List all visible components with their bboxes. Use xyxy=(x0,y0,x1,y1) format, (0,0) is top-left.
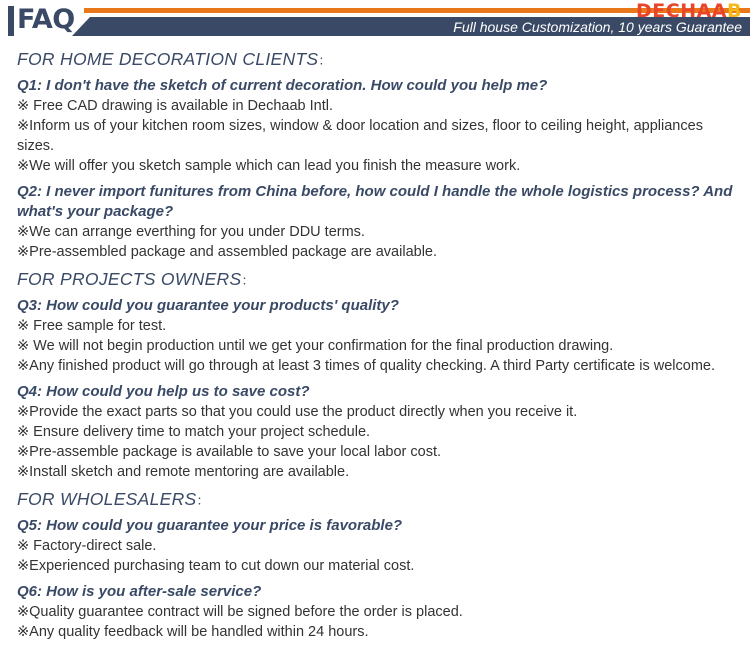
logo-last-letter: B xyxy=(727,0,742,22)
answer-line: ※ Free CAD drawing is available in Dechaab Intl. xyxy=(17,98,333,114)
qa-item-2 xyxy=(17,182,737,262)
page-header xyxy=(0,0,750,38)
section-title: FOR HOME DECORATION CLIENTS： xyxy=(17,49,332,69)
answer-line: ※Any quality feedback will be handled within 24 hours. xyxy=(17,624,369,640)
faq-accent-bar xyxy=(8,6,14,36)
question-text: Q2: I never import funitures from China before, how could I handle the whole logistics process? And what's your package? xyxy=(17,183,733,220)
answer-line: ※Provide the exact parts so that you could use the product directly when you receive it. xyxy=(17,404,578,420)
faq-content xyxy=(17,46,737,648)
qa-item-4 xyxy=(17,382,737,482)
section-title: FOR PROJECTS OWNERS： xyxy=(17,269,255,289)
question-text: Q6: How is you after-sale service? xyxy=(17,583,262,600)
answer-line: ※ Free sample for test. xyxy=(17,318,167,334)
faq-title: FAQ xyxy=(17,4,75,35)
answer-line: ※ Factory-direct sale. xyxy=(17,538,157,554)
answer-line: ※Inform us of your kitchen room sizes, window & door location and sizes, floor to ceiling height, appliances sizes. xyxy=(17,118,703,154)
answer-line: ※Any finished product will go through at least 3 times of quality checking. A third Party certificate is welcome. xyxy=(17,358,716,374)
answer-line: ※Pre-assemble package is available to save your local labor cost. xyxy=(17,444,441,460)
answer-line: ※ We will not begin production until we get your confirmation for the final production drawing. xyxy=(17,338,614,354)
logo-main-text: DECHAA xyxy=(636,0,728,22)
answer-line: ※ Ensure delivery time to match your project schedule. xyxy=(17,424,371,440)
qa-item-6 xyxy=(17,582,737,642)
section-title: FOR WHOLESALERS： xyxy=(17,489,210,509)
answer-line: ※Pre-assembled package and assembled package are available. xyxy=(17,244,438,260)
qa-item-3 xyxy=(17,296,737,376)
answer-line: ※We will offer you sketch sample which can lead you finish the measure work. xyxy=(17,158,521,174)
section-project-owners xyxy=(17,268,737,482)
question-text: Q5: How could you guarantee your price is favorable? xyxy=(17,517,403,534)
section-wholesalers xyxy=(17,488,737,642)
answer-line: ※Quality guarantee contract will be signed before the order is placed. xyxy=(17,604,463,620)
answer-line: ※Install sketch and remote mentoring are available. xyxy=(17,464,350,480)
question-text: Q1: I don't have the sketch of current decoration. How could you help me? xyxy=(17,77,548,94)
question-text: Q4: How could you help us to save cost? xyxy=(17,383,310,400)
qa-item-1 xyxy=(17,76,737,176)
qa-item-5 xyxy=(17,516,737,576)
answer-line: ※We can arrange everthing for you under DDU terms. xyxy=(17,224,365,240)
section-home-decoration xyxy=(17,48,737,262)
slogan: Full house Customization, 10 years Guarantee xyxy=(453,19,742,35)
question-text: Q3: How could you guarantee your products' quality? xyxy=(17,297,399,314)
answer-line: ※Experienced purchasing team to cut down our material cost. xyxy=(17,558,415,574)
